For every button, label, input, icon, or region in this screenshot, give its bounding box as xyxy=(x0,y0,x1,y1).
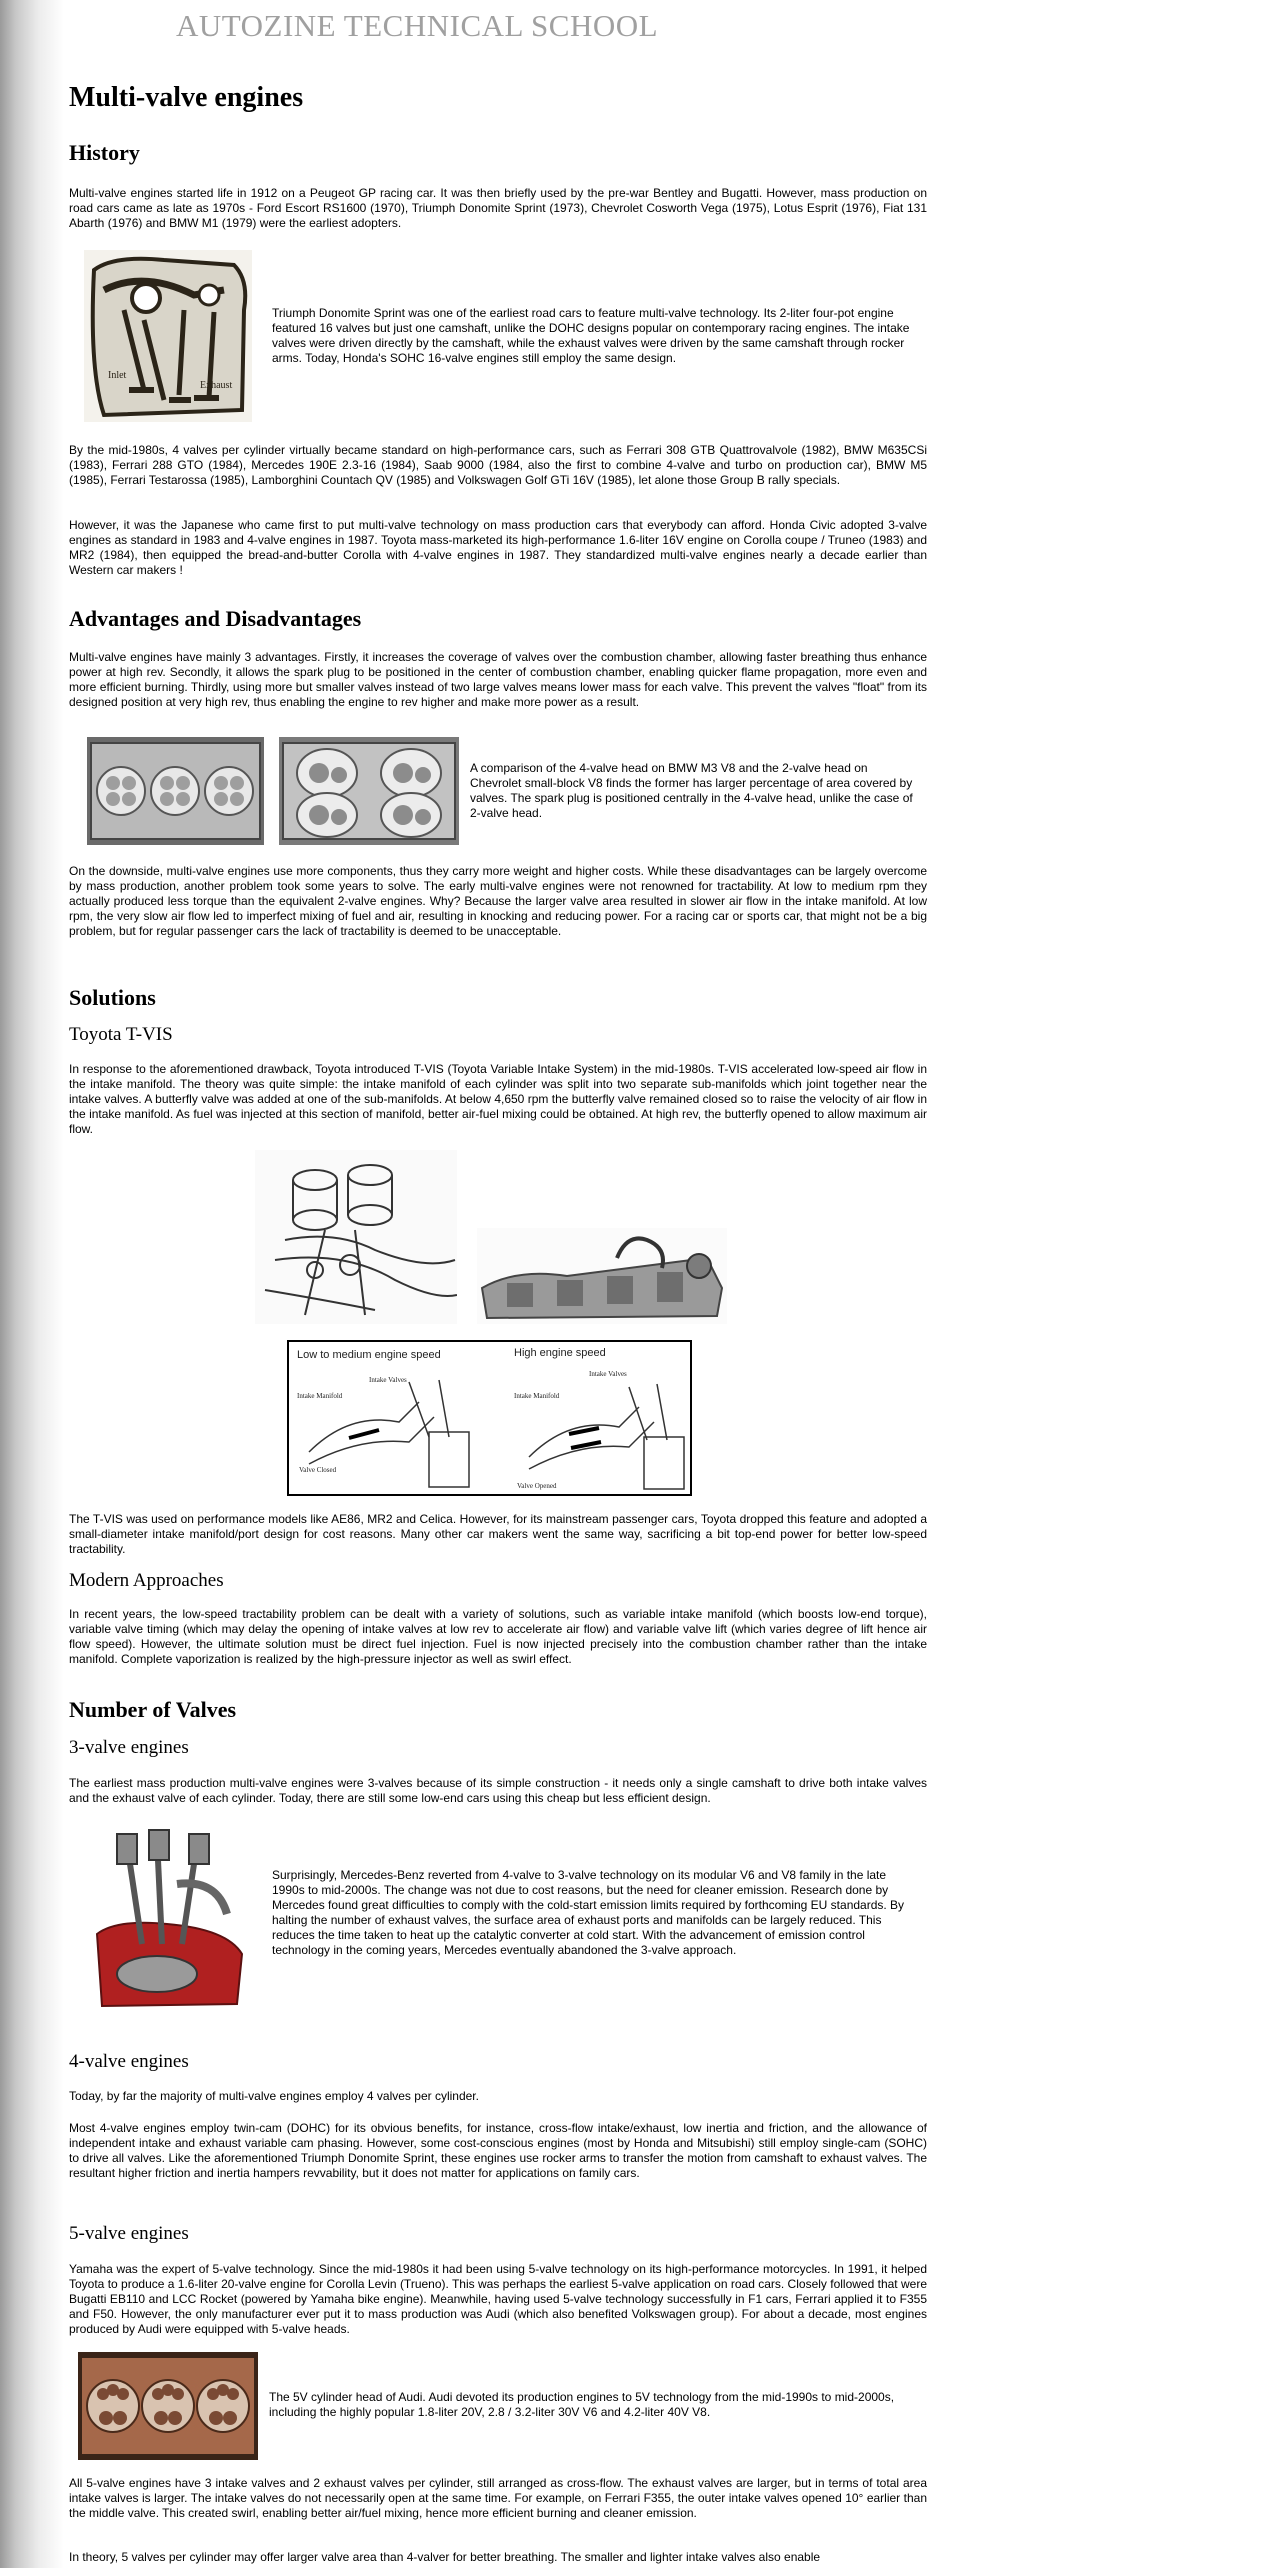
figure-caption: Surprisingly, Mercedes-Benz reverted from 4-valve to 3-valve technology on its modular V6 and V8 family in the late 1990s to mid-2000s. The change was not due to cost reasons, but the need for cleaner emission. Research done by Mercedes found great difficulties to comply with the cold-start emission limits required by forthcoming EU standards. By halting the number of exhaust valves, the surface area of exhaust ports and manifolds can be largely reduced. This reduces the time taken to heat up the catalytic converter at cold start. With the advancement of emission control technology in the coming years, Mercedes eventually abandoned the 3-valve approach. xyxy=(272,1868,905,1957)
subheading-4-valve: 4-valve engines xyxy=(69,2051,189,2072)
site-title: AUTOZINE TECHNICAL SCHOOL xyxy=(176,8,659,43)
paragraph: Yamaha was the expert of 5-valve technology. Since the mid-1980s it had been using 5-valve technology on its high-performance motorcycles. In 1991, it helped Toyota to produce a 1.6-liter 20-valve engine for Corolla Levin (Trueno). This was perhaps the earliest 5-valve application on road cars. Closely followed that were Bugatti EB110 and LCC Rocket (powered by Yamaha bike engine). Meanwhile, having used 5-valve technology successfully in F1 cars, Ferrari applied it to F355 and F50. However, the only manufacturer ever put it to mass production was Audi (which also benefited Volkswagen group). For about a decade, most engines produced by Audi were equipped with 5-valve heads. xyxy=(69,2262,927,2336)
triumph-engine-illustration xyxy=(84,250,252,422)
svg-text:Intake Manifold: Intake Manifold xyxy=(514,1392,560,1400)
paragraph: Today, by far the majority of multi-valve engines employ 4 valves per cylinder. xyxy=(69,2089,479,2103)
paragraph: In theory, 5 valves per cylinder may offer larger valve area than 4-valver for better breathing. The smaller and lighter intake valves also enable xyxy=(69,2550,821,2564)
subheading-3-valve: 3-valve engines xyxy=(69,1737,189,1758)
tvis-operation-diagram xyxy=(287,1340,692,1496)
exhaust-label: Exhaust xyxy=(200,380,233,391)
left-edge-shading xyxy=(0,0,64,2568)
bmw-4-valve-head-photo xyxy=(87,737,264,845)
tvis-manifold-photo xyxy=(477,1228,727,1324)
tvis-cylinder-drawing xyxy=(255,1150,457,1324)
paragraph: All 5-valve engines have 3 intake valves and 2 exhaust valves per cylinder, still arranged as cross-flow. The exhaust valves are larger, but in terms of total area intake valves is larger. The intake valves do not necessarily open at the same time. For example, on Ferrari F355, the outer intake valves opened 10° earlier than the middle valve. This created swirl, enabling better air/fuel mixing, hence more efficient burning and cleaner emission. xyxy=(69,2476,927,2520)
paragraph: Most 4-valve engines employ twin-cam (DOHC) for its obvious benefits, for instance, cross-flow intake/exhaust, low inertia and friction, and the allowance of independent intake and exhaust variable cam phasing. However, some cost-conscious engines (most by Honda and Mitsubishi) still employ single-cam (SOHC) to drive all valves. Like the aforementioned Triumph Donomite Sprint, these engines use rocker arms to transfer the motion from camshaft to exhaust valves. The resultant higher friction and inertia hampers revvability, but it does not matter for applications on family cars. xyxy=(69,2121,927,2180)
paragraph: Multi-valve engines started life in 1912 on a Peugeot GP racing car. It was then briefly used by the pre-war Bentley and Bugatti. However, mass production on road cars came as late as 1970s - Ford Escort RS1600 (1970), Triumph Donomite Sprint (1973), Chevrolet Cosworth Vega (1975), Lotus Esprit (1976), Fiat 131 Abarth (1976) and BMW M1 (1979) were the earliest adopters. xyxy=(69,186,927,230)
svg-text:Intake Valves: Intake Valves xyxy=(369,1376,407,1384)
inlet-label: Inlet xyxy=(108,370,127,381)
section-heading-solutions: Solutions xyxy=(69,985,156,1010)
low-speed-label: Low to medium engine speed xyxy=(297,1349,441,1361)
subheading-5-valve: 5-valve engines xyxy=(69,2223,189,2244)
svg-text:Intake Valves: Intake Valves xyxy=(589,1370,627,1378)
paragraph: The T-VIS was used on performance models like AE86, MR2 and Celica. However, for its mainstream passenger cars, Toyota dropped this feature and adopted a small-diameter intake manifold/port design for cost reasons. Many other car makers went the same way, sacrificing a bit top-end power for better low-speed tractability. xyxy=(69,1512,927,1556)
paragraph: The earliest mass production multi-valve engines were 3-valves because of its simple construction - it needs only a single camshaft to drive both intake valves and the exhaust valve of each cylinder. Today, there are still some low-end cars using this cheap but less efficient design. xyxy=(69,1776,927,1805)
chevrolet-2-valve-head-photo xyxy=(279,737,459,845)
subheading-modern: Modern Approaches xyxy=(69,1570,224,1591)
audi-5v-head-photo xyxy=(78,2352,258,2460)
svg-text:Valve Opened: Valve Opened xyxy=(517,1482,557,1490)
subheading-tvis: Toyota T-VIS xyxy=(69,1024,173,1045)
high-speed-label: High engine speed xyxy=(514,1347,606,1359)
mercedes-3-valve-illustration xyxy=(77,1824,257,2020)
page-title: Multi-valve engines xyxy=(69,82,304,113)
paragraph: However, it was the Japanese who came first to put multi-valve technology on mass production cars that everybody can afford. Honda Civic adopted 3-valve engines as standard in 1983 and 4-valve engines in 1987. Toyota mass-marketed its high-performance 1.6-liter 16V engine on Corolla coupe / Truneo (1983) and MR2 (1984), then equipped the bread-and-butter Corolla with 4-valve engines in 1987. They standardized multi-valve engines nearly a decade earlier than Western car makers ! xyxy=(69,518,927,577)
svg-text:Intake Manifold: Intake Manifold xyxy=(297,1392,343,1400)
paragraph: In response to the aforementioned drawback, Toyota introduced T-VIS (Toyota Variable Intake System) in the mid-1980s. T-VIS accelerated low-speed air flow in the intake manifold. The theory was quite simple: the intake manifold of each cylinder was split into two separate sub-manifolds which joint together near the intake valves. A butterfly valve was added at one of the sub-manifolds. At below 4,650 rpm the butterfly valve remained closed so to raise the velocity of air flow in the intake manifold. As fuel was injected at this section of manifold, better air-fuel mixing could be obtained. At high rev, the butterfly opened to allow maximum air flow. xyxy=(69,1062,927,1136)
figure-caption: The 5V cylinder head of Audi. Audi devoted its production engines to 5V technology from the mid-1990s to mid-2000s, including the highly popular 1.8-liter 20V, 2.8 / 3.2-liter 30V V6 and 4.2-liter 40V V8. xyxy=(269,2390,895,2419)
section-heading-history: History xyxy=(69,140,140,165)
section-heading-advantages: Advantages and Disadvantages xyxy=(69,606,362,631)
figure-caption: Triumph Donomite Sprint was one of the earliest road cars to feature multi-valve technology. Its 2-liter four-pot engine featured 16 valves but just one camshaft, unlike the DOHC designs popular on contemporary racing engines. The intake valves were driven directly by the camshaft, while the exhaust valves were driven by the same camshaft through rocker arms. Today, Honda's SOHC 16-valve engines still employ the same design. xyxy=(272,306,910,365)
figure-caption: A comparison of the 4-valve head on BMW M3 V8 and the 2-valve head on Chevrolet small-block V8 finds the former has larger percentage of area covered by valves. The spark plug is positioned centrally in the 4-valve head, unlike the case of 2-valve head. xyxy=(470,761,913,820)
paragraph: Multi-valve engines have mainly 3 advantages. Firstly, it increases the coverage of valves over the combustion chamber, allowing faster breathing thus enhance power at high rev. Secondly, it allows the spark plug to be positioned in the center of combustion chamber, enabling quicker flame propagation, more even and more efficient burning. Thirdly, using more but smaller valves instead of two large valves means lower mass for each valve. This prevent the valves "float" from its designed position at very high rev, thus enabling the engine to rev higher and make more power as a result. xyxy=(69,650,927,709)
section-heading-valves: Number of Valves xyxy=(69,1697,237,1722)
paragraph: On the downside, multi-valve engines use more components, thus they carry more weight and higher costs. While these disadvantages can be largely overcome by mass production, another problem took some years to solve. The early multi-valve engines were not renowned for tractability. At low to medium rpm they actually produced less torque than the equivalent 2-valve engines. Why? Because the larger valve area resulted in slower air flow in the intake manifold. At low rpm, the very slow air flow led to imperfect mixing of fuel and air, resulting in knocking and reducing power. For a racing car or sports car, that might not be a big problem, but for regular passenger cars the lack of tractability is deemed to be unacceptable. xyxy=(69,864,927,938)
svg-text:Valve Closed: Valve Closed xyxy=(299,1466,337,1474)
paragraph: By the mid-1980s, 4 valves per cylinder virtually became standard on high-performance cars, such as Ferrari 308 GTB Quattrovalvole (1982), BMW M635CSi (1983), Ferrari 288 GTO (1984), Mercedes 190E 2.3-16 (1984), Saab 9000 (1984, also the first to combine 4-valve and turbo on production car), BMW M5 (1985), Ferrari Testarossa (1985), Lamborghini Countach QV (1985) and Volkswagen Golf GTi 16V (1985), let alone those Group B rally specials. xyxy=(69,443,927,487)
paragraph: In recent years, the low-speed tractability problem can be dealt with a variety of solutions, such as variable intake manifold (which boosts low-end torque), variable valve timing (which may delay the opening of intake valves at low rev to accelerate air flow) and variable valve lift (which varies degree of lift hence air flow speed). However, the ultimate solution must be direct fuel injection. Fuel is now injected precisely into the combustion chamber rather than the intake manifold. Complete vaporization is realized by the high-pressure injector as well as swirl effect. xyxy=(69,1607,927,1666)
